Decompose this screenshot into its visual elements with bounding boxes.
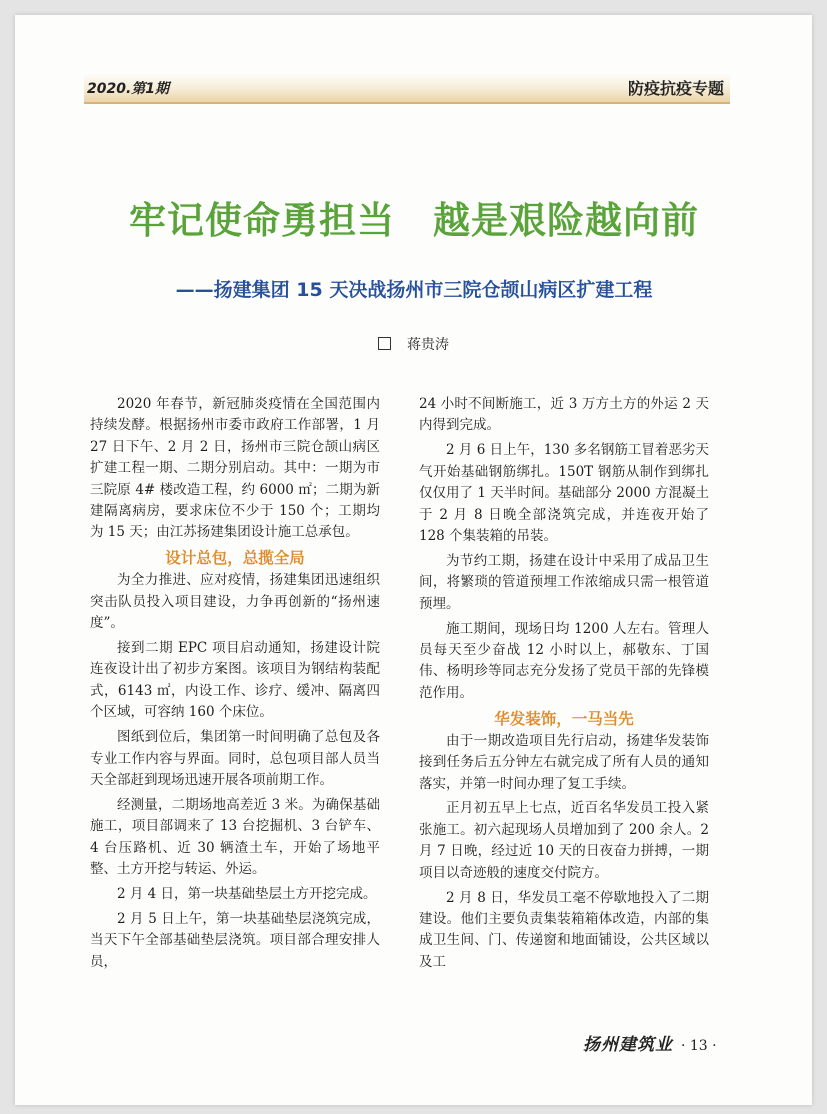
paragraph: 2 月 8 日，华发员工毫不停歇地投入了二期建设。他们主要负责集装箱箱体改造，内部的集成卫生间、门、传递窗和地面铺设，公共区域以及工 (419, 889, 709, 970)
paragraph: 为全力推进、应对疫情，扬建集团迅速组织突击队员投入项目建设，力争再创新的“扬州速度”。 (90, 572, 380, 632)
paragraph: 2 月 4 日，第一块基础垫层土方开挖完成。 (117, 886, 377, 903)
paragraph: 接到二期 EPC 项目启动通知，扬建设计院连夜设计出了初步方案图。该项目为钢结构装配式，6143 ㎡，内设工作、诊疗、缓冲、隔离四个区域，可容纳 160 个床位。 (90, 640, 380, 721)
left-column (90, 394, 380, 977)
author-name: 蒋贵涛 (407, 337, 449, 353)
page-footer (583, 1030, 717, 1055)
section-heading: 华发装饰，一马当先 (494, 709, 634, 728)
section-heading: 设计总包，总揽全局 (165, 549, 305, 568)
paragraph: 经测量，二期场地高差近 3 米。为确保基础施工，项目部调来了 13 台挖掘机、3 台铲车、4 台压路机、近 30 辆渣土车，开始了场地平整、土方开挖与转运、外运。 (90, 796, 380, 878)
paragraph: 正月初五早上七点，近百名华发员工投入紧张施工。初六起现场人员增加到了 200 余人。2 月 7 日晚，经过近 10 天的日夜奋力拼搏，一期项目以奇迹般的速度交付院方。 (419, 800, 709, 881)
paragraph: 由于一期改造项目先行启动，扬建华发装饰接到任务后五分钟左右就完成了所有人员的通知落实，并第一时间办理了复工手续。 (419, 732, 709, 792)
byline (0, 334, 827, 354)
article-subtitle: ——扬建集团 15 天决战扬州市三院仓颉山病区扩建工程 (175, 279, 653, 301)
page-header (84, 72, 730, 104)
section-label: 防疫抗疫专题 (627, 79, 724, 98)
page-number: · 13 · (681, 1038, 717, 1054)
square-icon (378, 337, 391, 350)
right-column (419, 394, 709, 977)
paragraph: 图纸到位后，集团第一时间明确了总包及各专业工作内容与界面。同时，总包项目部人员当天全部赶到现场迅速开展各项前期工作。 (90, 729, 380, 788)
paragraph: 24 小时不间断施工，近 3 万方土方的外运 2 天内得到完成。 (419, 396, 709, 434)
paragraph: 2 月 6 日上午，130 多名钢筋工冒着恶劣天气开始基础钢筋绑扎。150T 钢筋从制作到绑扎仅仅用了 1 天半时间。基础部分 2000 方混凝土于 2 月 8 日晚全部浇筑完成，并连夜开始了 128 个集装箱的吊装。 (419, 442, 709, 544)
paragraph: 为节约工期，扬建在设计中采用了成品卫生间，将繁琐的管道预埋工作浓缩成只需一根管道预埋。 (419, 552, 709, 612)
paragraph: 2020 年春节，新冠肺炎疫情在全国范围内持续发酵。根据扬州市委市政府工作部署，1 月 27 日下午、2 月 2 日，扬州市三院仓颉山病区扩建工程一期、二期分别启动。其中：一期为市三院原 4# 楼改造工程，约 6000 ㎡；二期为新建隔离病房，要求床位不少于 150 个；工期均为 15 天；由江苏扬建集团设计施工总承包。 (90, 396, 380, 541)
article-title: 牢记使命勇担当 越是艰险越向前 (129, 199, 699, 242)
paragraph: 施工期间，现场日均 1200 人左右。管理人员每天至少奋战 12 小时以上，郝敬东、丁国伟、杨明珍等同志充分发扬了党员干部的先锋模范作用。 (419, 620, 709, 701)
issue-label: 2020.第1期 (87, 81, 170, 97)
magazine-logo: 扬州建筑业 (583, 1035, 673, 1055)
paragraph: 2 月 5 日上午，第一块基础垫层浇筑完成，当天下午全部基础垫层浇筑。项目部合理安排人员， (90, 910, 380, 970)
